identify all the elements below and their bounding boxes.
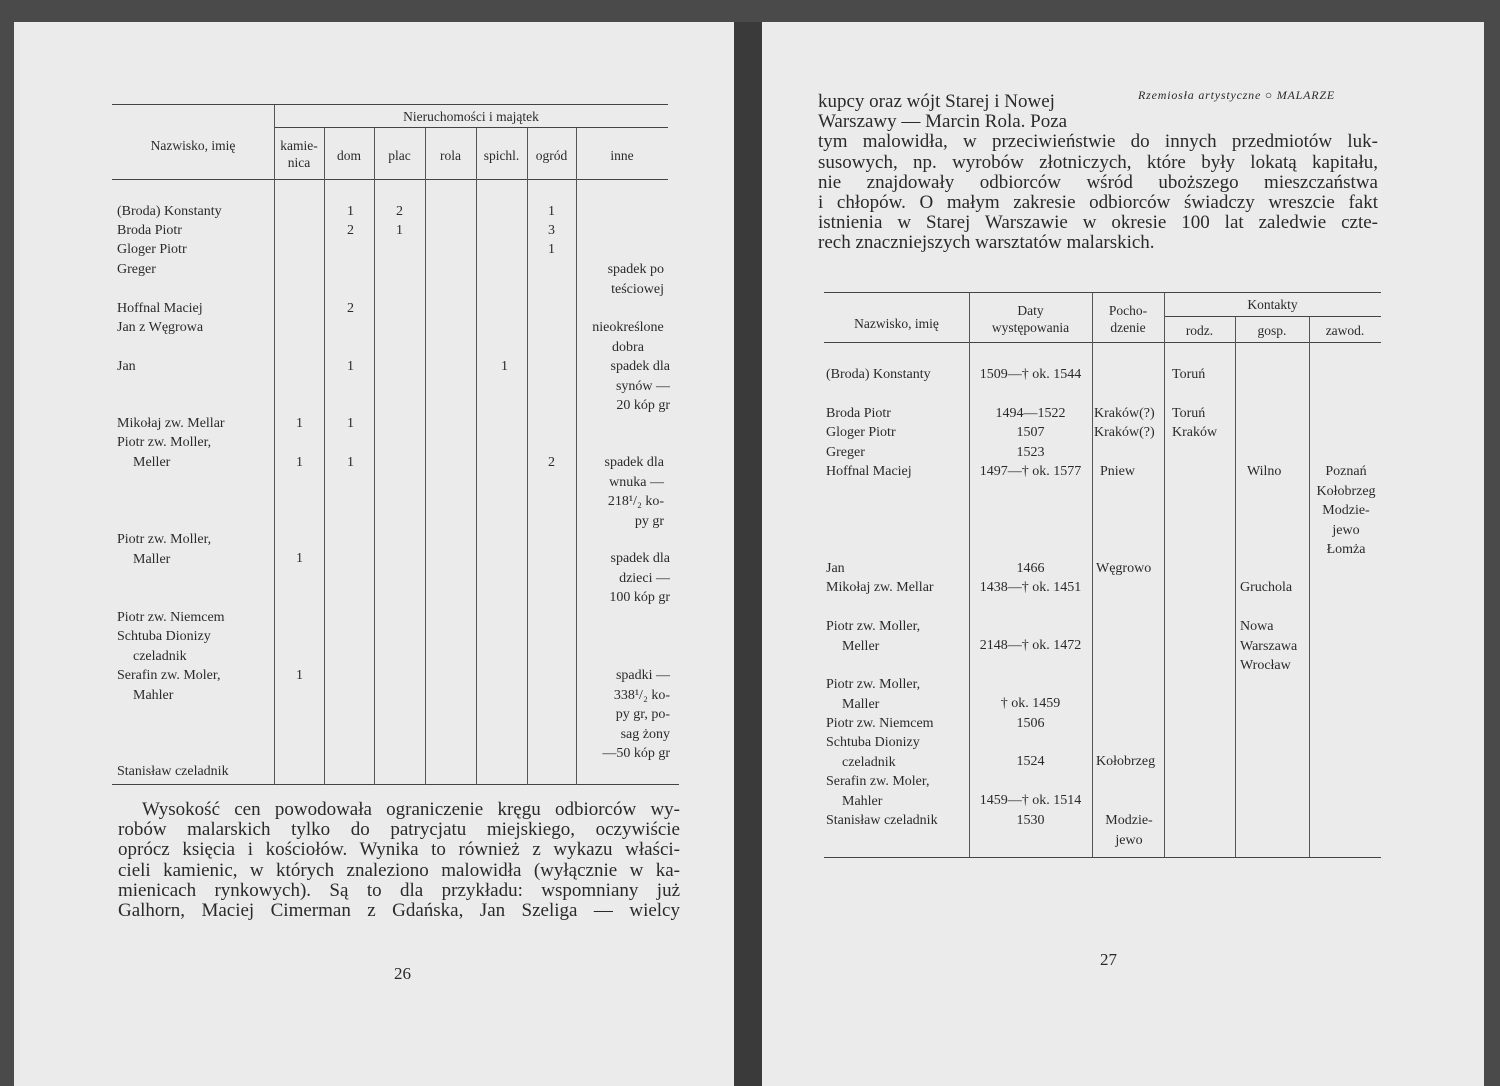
row-name-line: Piotr zw. Moller, — [117, 532, 212, 547]
row-name: Mikołaj zw. Mellar — [826, 580, 934, 595]
cell-daty: 1494—1522 — [995, 406, 1066, 421]
cell-dom: 1 — [347, 359, 354, 374]
col-header-rodz: rodz. — [1185, 323, 1214, 338]
cell-daty: 1530 — [1016, 813, 1045, 828]
group-header: Nieruchomości i majątek — [403, 109, 539, 124]
cell-dom: 1 — [347, 416, 354, 431]
row-name — [826, 772, 930, 811]
col-header-gosp: gosp. — [1257, 323, 1287, 338]
cell-kamienica: 1 — [296, 455, 303, 470]
row-name — [826, 675, 920, 714]
row-name — [117, 627, 211, 666]
row-name: Piotr zw. Niemcem — [826, 716, 934, 731]
cell-daty: † ok. 1459 — [1000, 696, 1061, 711]
col-header-pochodzenie: Pocho- dzenie — [1108, 303, 1148, 335]
text-line: robów malarskich tylko do patrycjatu miejskiego, oczywiście — [118, 819, 680, 841]
left-body-text — [118, 800, 680, 921]
cell-inne: spadki — 338¹/₂ ko- py gr, po- sag żony —50 kóp gr — [602, 668, 670, 761]
row-name-line: Meller — [842, 638, 880, 654]
row-name: Jan — [117, 359, 136, 374]
text-line: rech znaczniejszych warsztatów malarskich. — [818, 232, 1155, 254]
cell-kamienica: 1 — [296, 416, 303, 431]
text-line: Wysokość cen powodowała ograniczenie kręgu odbiorców wy- — [142, 799, 680, 820]
col-header-kamienica: kamie- nica — [280, 138, 318, 170]
cell-inne: spadek po teściowej — [607, 262, 664, 297]
text-line: tym malowidła, w przeciwieństwie do innych przedmiotów luk- — [818, 131, 1378, 153]
text-line: mienicach rynkowych). Są to dla przykładu: wspomniany już — [118, 879, 680, 901]
row-name — [117, 666, 221, 705]
cell-pochodzenie: Węgrowo — [1096, 561, 1152, 576]
cell-daty: 1507 — [1016, 425, 1045, 440]
row-name: Broda Piotr — [826, 406, 891, 421]
row-name-line: Serafin zw. Moler, — [826, 774, 930, 789]
text-line: cieli kamienic, w których znaleziono malowidła (wyłącznie w ka- — [118, 859, 680, 881]
row-name-line: Maller — [133, 551, 171, 567]
cell-ogrod: 2 — [548, 455, 555, 470]
text-line: kupcy oraz wójt Starej i Nowej — [818, 91, 1055, 112]
text-line: istnienia w Starej Warszawie w okresie 100 lat zaledwie czte- — [818, 212, 1378, 234]
text-line: i chłopów. O małym zakresie odbiorców świadczy wreszcie fakt — [818, 191, 1378, 213]
cell-gosp: Gruchola — [1240, 580, 1293, 595]
col-header-rola: rola — [440, 148, 461, 163]
text-line: Galhorn, Maciej Cimerman z Gdańska, Jan Szeliga — wielcy — [118, 899, 680, 921]
row-name-line: czeladnik — [133, 648, 187, 664]
col-header-name: Nazwisko, imię — [854, 316, 939, 331]
row-name: Stanisław czeladnik — [117, 764, 229, 779]
cell-daty: 1523 — [1016, 445, 1045, 460]
cell-daty: 1497—† ok. 1577 — [979, 464, 1082, 479]
cell-daty: 1506 — [1016, 716, 1045, 731]
row-name-line: Maller — [842, 696, 880, 712]
right-page — [762, 22, 1484, 1086]
cell-inne: spadek dla synów — 20 kóp gr — [610, 359, 670, 413]
cell-daty: 1466 — [1016, 561, 1045, 576]
row-name-line: Meller — [133, 454, 171, 470]
row-name: (Broda) Konstanty — [117, 204, 222, 219]
row-name — [826, 733, 920, 772]
cell-rodz: Toruń — [1172, 406, 1206, 421]
left-page — [14, 22, 734, 1086]
page-number: 27 — [1100, 950, 1117, 969]
row-name: Stanisław czeladnik — [826, 813, 938, 828]
cell-ogrod: 3 — [548, 223, 555, 238]
text-line: susowych, np. wyrobów złotniczych, które były lokatą kapitału, — [818, 151, 1378, 173]
cell-kamienica: 1 — [296, 668, 303, 683]
row-name-line: Mahler — [133, 687, 174, 703]
col-header-ogrod: ogród — [535, 148, 568, 163]
row-name-line: Piotr zw. Moller, — [826, 677, 921, 692]
cell-dom: 2 — [347, 301, 354, 316]
cell-dom: 2 — [347, 223, 354, 238]
col-header-name: Nazwisko, imię — [150, 138, 236, 153]
cell-plac: 1 — [396, 223, 403, 238]
cell-gosp: Nowa Warszawa Wrocław — [1240, 619, 1298, 673]
col-header-daty: Daty występowania — [991, 303, 1070, 335]
cell-plac: 2 — [396, 204, 403, 219]
row-name-line: czeladnik — [842, 754, 896, 770]
row-name-line: Schtuba Dionizy — [826, 735, 920, 750]
row-name: Hoffnal Maciej — [117, 301, 203, 316]
row-name-line: Mahler — [842, 793, 883, 809]
cell-gosp: Wilno — [1247, 464, 1282, 479]
cell-pochodzenie: Modzie- jewo — [1105, 813, 1153, 848]
row-name-line: Schtuba Dionizy — [117, 629, 211, 644]
row-name: Hoffnal Maciej — [826, 464, 912, 479]
cell-daty: 1509—† ok. 1544 — [979, 367, 1082, 382]
book-spine — [734, 22, 762, 1086]
cell-pochodzenie: Kołobrzeg — [1096, 754, 1156, 769]
cell-inne: spadek dla wnuka — 218¹/₂ ko- py gr — [604, 455, 664, 529]
cell-dom: 1 — [347, 455, 354, 470]
text-line: nie znajdowały odbiorców wśród uboższego mieszczaństwa — [818, 171, 1378, 193]
row-name: (Broda) Konstanty — [826, 367, 931, 382]
cell-pochodzenie: Kraków(?) — [1094, 425, 1155, 440]
cell-kamienica: 1 — [296, 551, 303, 566]
page-number: 26 — [394, 964, 411, 983]
right-body-text — [818, 92, 1378, 254]
cell-daty: 2148—† ok. 1472 — [979, 638, 1082, 653]
text-line: oprócz księcia i kościołów. Wynika to również z wykazu właści- — [118, 839, 680, 861]
running-head: Rzemiosła artystyczne ○ MALARZE — [1138, 88, 1336, 102]
col-header-inne: inne — [610, 148, 634, 163]
cell-ogrod: 1 — [548, 204, 555, 219]
cell-pochodzenie: Pniew — [1100, 464, 1135, 479]
cell-inne: nieokreślone dobra — [592, 320, 664, 355]
cell-ogrod: 1 — [548, 242, 555, 257]
cell-rodz: Kraków — [1172, 425, 1218, 440]
row-name — [826, 617, 920, 656]
cell-pochodzenie: Kraków(?) — [1094, 406, 1155, 421]
row-name: Jan — [826, 561, 845, 576]
cell-daty: 1438—† ok. 1451 — [979, 580, 1082, 595]
row-name: Greger — [826, 445, 865, 460]
row-name: Jan z Węgrowa — [117, 320, 204, 335]
cell-zawod: Poznań Kołobrzeg Modzie- jewo Łomża — [1316, 464, 1376, 557]
row-name — [117, 530, 211, 569]
row-name — [117, 433, 211, 472]
cell-spichl: 1 — [501, 359, 508, 374]
col-header-dom: dom — [336, 148, 361, 163]
row-name: Gloger Piotr — [826, 425, 896, 440]
row-name: Mikołaj zw. Mellar — [117, 416, 225, 431]
cell-inne: spadek dla dzieci — 100 kóp gr — [609, 551, 670, 605]
row-name: Greger — [117, 262, 156, 277]
row-name-line: Serafin zw. Moler, — [117, 668, 221, 683]
row-name-line: Piotr zw. Moller, — [826, 619, 921, 634]
row-name: Gloger Piotr — [117, 242, 187, 257]
col-header-zawod: zawod. — [1325, 323, 1365, 338]
col-header-plac: plac — [388, 148, 411, 163]
col-header-spichl: spichl. — [483, 148, 520, 163]
row-name-line: Piotr zw. Moller, — [117, 435, 212, 450]
cell-daty: 1459—† ok. 1514 — [979, 793, 1082, 808]
cell-rodz: Toruń — [1172, 367, 1206, 382]
text-line: Warszawy — Marcin Rola. Poza — [818, 111, 1068, 133]
row-name: Piotr zw. Niemcem — [117, 610, 225, 625]
cell-dom: 1 — [347, 204, 354, 219]
cell-daty: 1524 — [1016, 754, 1045, 769]
row-name: Broda Piotr — [117, 223, 182, 238]
group-header-kontakty: Kontakty — [1247, 297, 1298, 312]
